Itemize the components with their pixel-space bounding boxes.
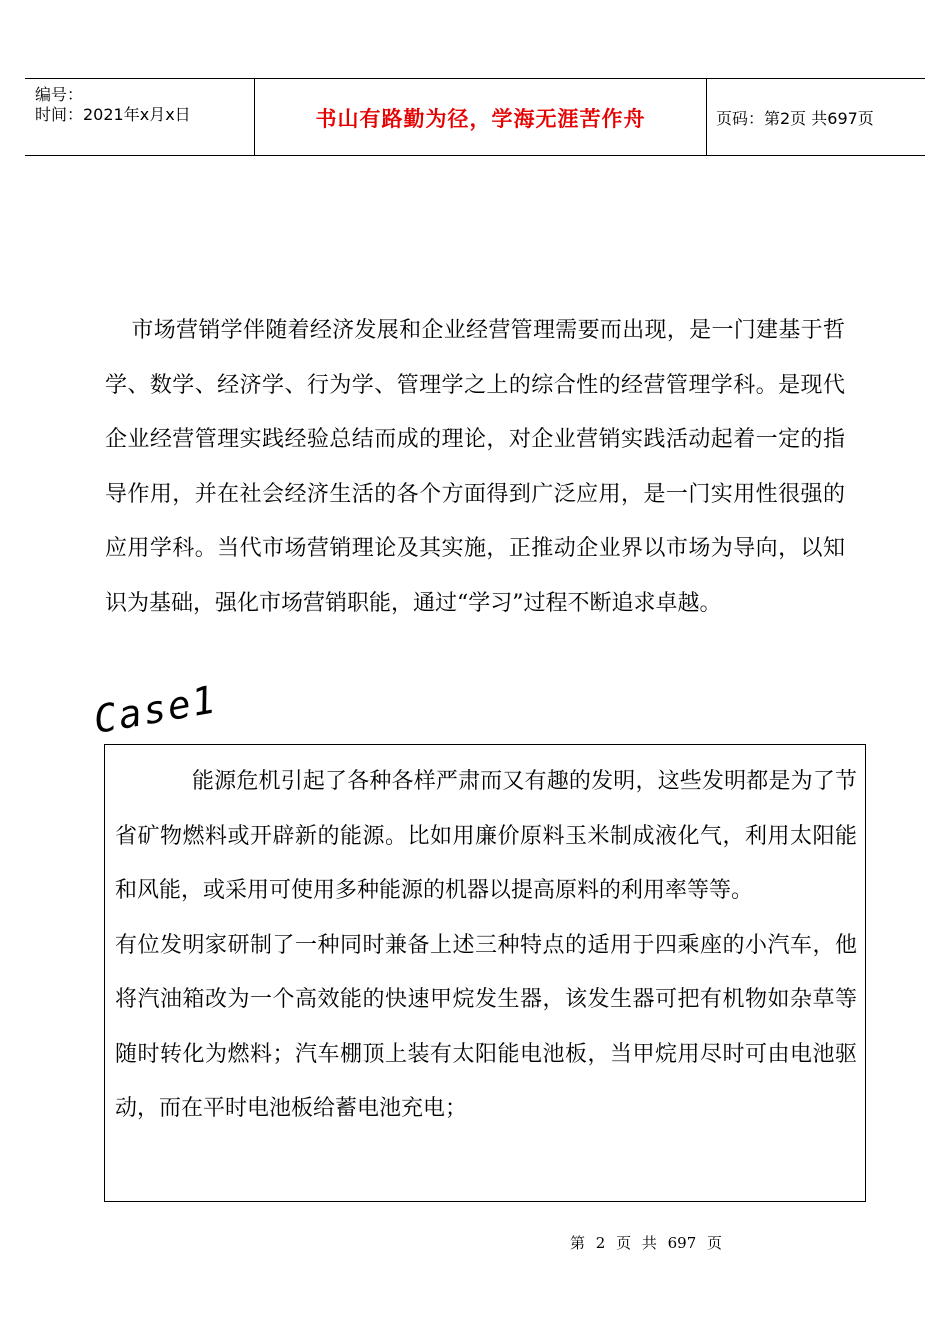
header-page-cell <box>706 79 925 155</box>
case-label: Case1 <box>90 677 221 742</box>
page-footer: 第 2 页 共 697 页 <box>570 1234 723 1252</box>
case-text <box>115 755 857 1137</box>
date-label: 时间：2021年x月x日 <box>35 105 191 124</box>
document-header <box>25 78 925 156</box>
intro-paragraph: 市场营销学伴随着经济发展和企业经营管理需要而出现，是一门建基于哲学、数学、经济学、行为学、管理学之上的综合性的经营管理学科。是现代企业经营管理实践经验总结而成的理论，对企业营销实践活动起着一定的指导作用，并在社会经济生活的各个方面得到广泛应用，是一门实用性很强的应用学科。当代市场营销理论及其实施，正推动企业界以市场为导向，以知识为基础，强化市场营销职能，通过“学习”过程不断追求卓越。 <box>105 318 845 616</box>
case-paragraph-1: 能源危机引起了各种各样严肃而又有趣的发明，这些发明都是为了节省矿物燃料或开辟新的能源。比如用廉价原料玉米制成液化气，利用太阳能和风能，或采用可使用多种能源的机器以提高原料的利用率等等。 <box>115 769 857 903</box>
motto-text: 书山有路勤为径，学海无涯苦作舟 <box>315 107 646 131</box>
header-meta-cell <box>25 79 254 155</box>
header-motto-cell <box>254 79 707 155</box>
page-code: 页码：第2页 共697页 <box>716 109 874 128</box>
case-paragraph-2: 有位发明家研制了一种同时兼备上述三种特点的适用于四乘座的小汽车，他将汽油箱改为一个高效能的快速甲烷发生器，该发生器可把有机物如杂草等随时转化为燃料；汽车棚顶上装有太阳能电池板，当甲烷用尽时可由电池驱动，而在平时电池板给蓄电池充电； <box>115 932 857 1121</box>
serial-number-label: 编号： <box>35 85 84 104</box>
case-box <box>104 744 866 1202</box>
